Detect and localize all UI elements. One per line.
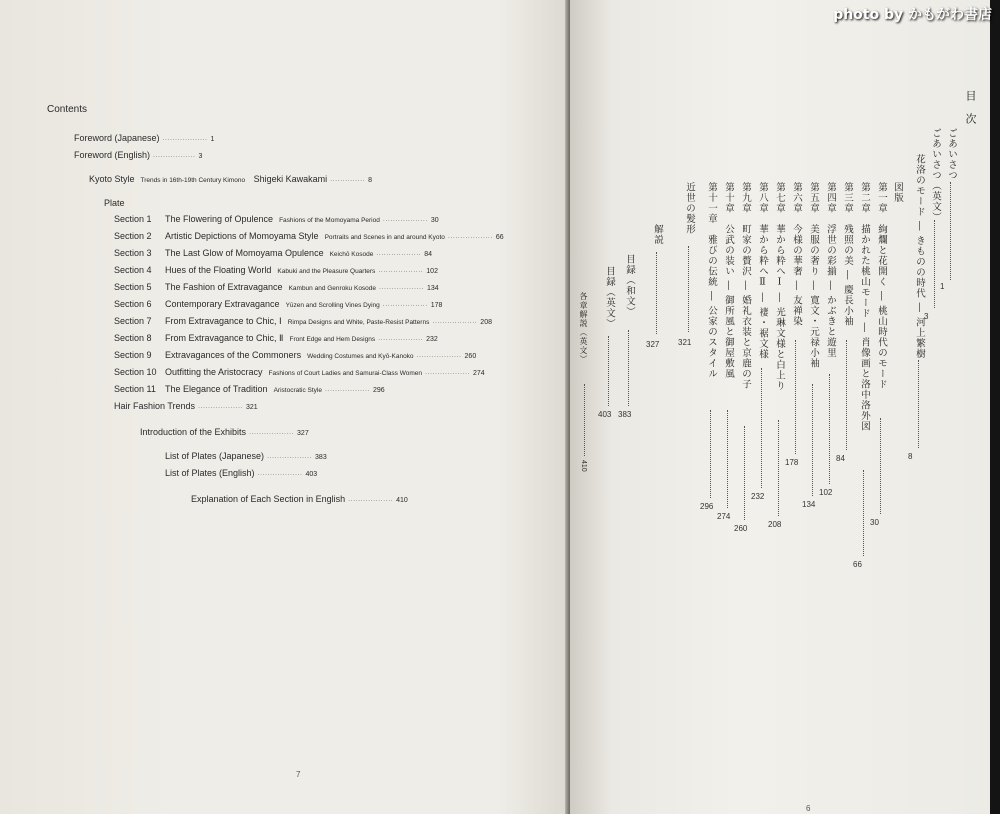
photo-watermark: photo by かもがわ書店 <box>833 7 992 23</box>
toc-entry: Foreword (English) ················· 3 <box>74 150 203 160</box>
toc-entry: Foreword (Japanese) ·················· 1 <box>74 133 215 143</box>
toc-entry: Section 9 Extravagances of the Commoners Wedding Costumes and Kyō-Kanoko ·················· 260 <box>114 350 477 360</box>
toc-entry: Hair Fashion Trends ·················· 321 <box>114 401 258 411</box>
toc-entry: List of Plates (Japanese) ·················· 383 <box>165 451 327 461</box>
contents-heading: Contents <box>47 104 88 115</box>
toc-entry: Section 11 The Elegance of Tradition Aristocratic Style ·················· 296 <box>114 384 385 394</box>
toc-entry: Section 7 From Extravagance to Chic, Ⅰ Rimpa Designs and White, Paste-Resist Patterns ·················· 208 <box>114 316 492 326</box>
toc-entry: Introduction of the Exhibits ·················· 327 <box>140 427 309 437</box>
toc-entry: Section 8 From Extravagance to Chic, Ⅱ Front Edge and Hem Designs ·················· 232 <box>114 333 438 343</box>
toc-entry: Section 1 The Flowering of Opulence Fashions of the Momoyama Period ·················· 30 <box>114 214 439 224</box>
toc-entry: Plate <box>104 198 125 208</box>
toc-entry: List of Plates (English) ·················· 403 <box>165 468 318 478</box>
toc-entry: Section 10 Outfitting the Aristocracy Fashions of Court Ladies and Samurai-Class Women ·················· 274 <box>114 367 485 377</box>
toc-entry: Kyoto Style Trends in 16th-19th Century Kimono Shigeki Kawakami ·············· 8 <box>89 174 373 184</box>
toc-entry: Explanation of Each Section in English ·················· 410 <box>191 494 408 504</box>
toc-entry: Section 2 Artistic Depictions of Momoyama Style Portraits and Scenes in and around Kyoto ·················· 66 <box>114 231 504 241</box>
toc-entry: Section 4 Hues of the Floating World Kabuki and the Pleasure Quarters ·················· 102 <box>114 265 438 275</box>
right-page <box>570 0 990 814</box>
toc-entry: Section 5 The Fashion of Extravagance Kambun and Genroku Kosode ·················· 134 <box>114 282 439 292</box>
toc-entry: Section 3 The Last Glow of Momoyama Opulence Keichō Kosode ·················· 84 <box>114 248 433 258</box>
toc-entry: Section 6 Contemporary Extravagance Yūzen and Scrolling Vines Dying ·················· 178 <box>114 299 443 309</box>
page-number: 6 <box>806 804 811 813</box>
page-number: 7 <box>296 770 301 779</box>
